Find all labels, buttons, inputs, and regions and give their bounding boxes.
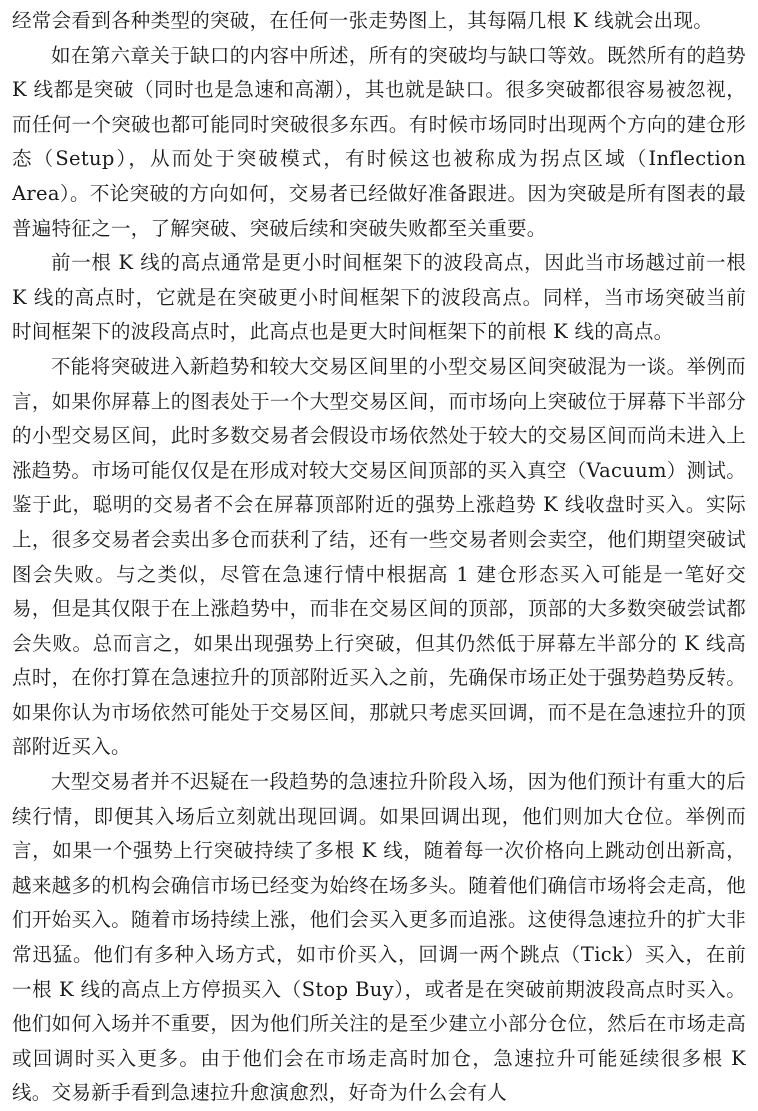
paragraph-continued: 经常会看到各种类型的突破，在任何一张走势图上，其每隔几根 K 线就会出现。 [12,9,714,32]
paragraph-trading-range-breakouts: 不能将突破进入新趋势和较大交易区间里的小型交易区间突破混为一谈。举例而言，如果你屏幕上的图表处于一个大型交易区间，而市场向上突破位于屏幕下半部分的小型交易区间，此时多数交易者会假设市场依然处于较大的交易区间而尚未进入上涨趋势。市场可能仅仅是在形成对较大交易区间顶部的买入真空（Vacuum）测试。鉴于此，聪明的交易者不会在屏幕顶部附近的强势上涨趋势 K 线收盘时买入。实际上，很多交易者会卖出多仓而获利了结，还有一些交易者则会卖空，他们期望突破试图会失败。与之类似，尽管在急速行情中根据高 1 建仓形态买入可能是一笔好交易，但是其仅限于在上涨趋势中，而非在交易区间的顶部，顶部的大多数突破尝试都会失败。总而言之，如果出现强势上行突破，但其仍然低于屏幕左半部分的 K 线高点时，在你打算在急速拉升的顶部附近买入之前，先确保市场正处于强势趋势反转。如果你认为市场依然可能处于交易区间，那就只考虑买回调，而不是在急速拉升的顶部附近买入。 [12,354,746,759]
paragraph-prior-bar-high: 前一根 K 线的高点通常是更小时间框架下的波段高点，因此当市场越过前一根 K 线的高点时，它就是在突破更小时间框架下的波段高点。同样，当市场突破当前时间框架下的波段高点时，此高点也是更大时间框架下的前根 K 线的高点。 [12,251,746,344]
paragraph-breakouts-as-gaps: 如在第六章关于缺口的内容中所述，所有的突破均与缺口等效。既然所有的趋势 K 线都是突破（同时也是急速和高潮），其也就是缺口。很多突破都很容易被忽视，而任何一个突破也都可能同时突破很多东西。有时候市场同时出现两个方向的建仓形态（Setup），从而处于突破模式，有时候这也被称成为拐点区域（Inflection Area）。不论突破的方向如何，交易者已经做好准备跟进。因为突破是所有图表的最普遍特征之一，了解突破、突破后续和突破失败都至关重要。 [12,43,746,240]
paragraph-institutional-entries: 大型交易者并不迟疑在一段趋势的急速拉升阶段入场，因为他们预计有重大的后续行情，即便其入场后立刻就出现回调。如果回调出现，他们则加大仓位。举例而言，如果一个强势上行突破持续了多根 K 线，随着每一次价格向上跳动创出新高，越来越多的机构会确信市场已经变为始终在场多头。随着他们确信市场将会走高，他们开始买入。随着市场持续上涨，他们会买入更多而追涨。这使得急速拉升的扩大非常迅猛。他们有多种入场方式，如市价买入，回调一两个跳点（Tick）买入，在前一根 K 线的高点上方停损买入（Stop Buy），或者是在突破前期波段高点时买入。他们如何入场并不重要，因为他们所关注的是至少建立小部分仓位，然后在市场走高或回调时买入更多。由于他们会在市场走高时加仓，急速拉升可能延续很多根 K 线。交易新手看到急速拉升愈演愈烈，好奇为什么会有人 [12,770,746,1105]
